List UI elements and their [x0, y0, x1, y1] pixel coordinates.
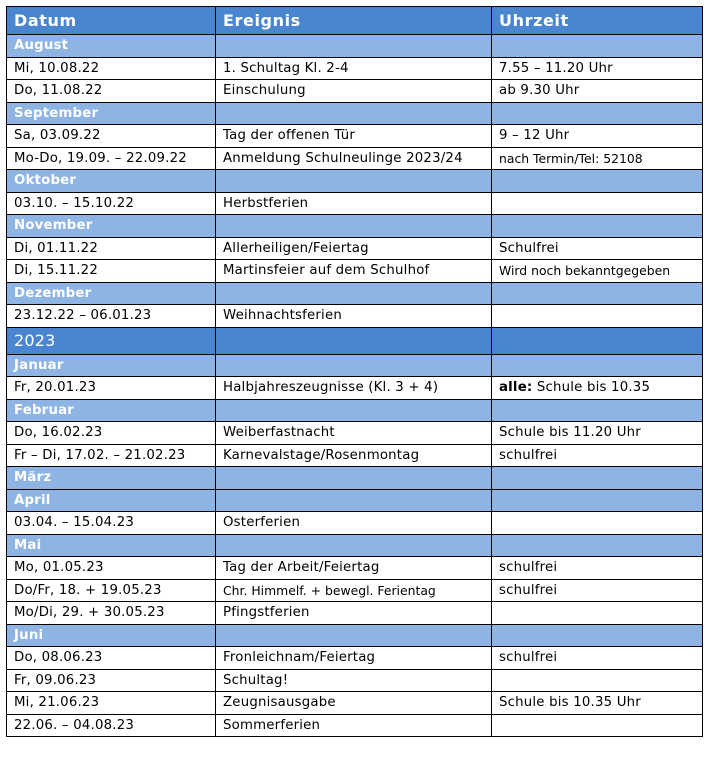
table-row [7, 557, 703, 580]
schedule-table [6, 6, 703, 737]
cell-uhrzeit: Schule bis 10.35 Uhr [492, 692, 703, 715]
cell-datum: 03.10. – 15.10.22 [7, 192, 216, 215]
month-label: März [7, 467, 216, 490]
header-ereignis: Ereignis [216, 7, 492, 35]
cell-uhrzeit [492, 377, 703, 400]
table-row [7, 422, 703, 445]
month-label: Juni [7, 624, 216, 647]
cell-datum: Do/Fr, 18. + 19.05.23 [7, 579, 216, 602]
cell-uhrzeit: Schule bis 11.20 Uhr [492, 422, 703, 445]
month-row-februar [7, 399, 703, 422]
cell-ereignis: Tag der Arbeit/Feiertag [216, 557, 492, 580]
month-row-maerz [7, 467, 703, 490]
table-row [7, 647, 703, 670]
uhrzeit-rest: Schule bis 10.35 [532, 380, 651, 396]
table-row [7, 512, 703, 535]
month-label: Mai [7, 534, 216, 557]
month-row-mai [7, 534, 703, 557]
cell-datum: Sa, 03.09.22 [7, 125, 216, 148]
table-row [7, 260, 703, 283]
cell-ereignis: Anmeldung Schulneulinge 2023/24 [216, 147, 492, 170]
table-row [7, 377, 703, 400]
cell-ereignis: Pfingstferien [216, 602, 492, 625]
cell-ereignis: Schultag! [216, 669, 492, 692]
cell-ereignis: Sommerferien [216, 714, 492, 737]
month-label: April [7, 489, 216, 512]
cell-datum: 03.04. – 15.04.23 [7, 512, 216, 535]
cell-uhrzeit [492, 512, 703, 535]
table-row [7, 147, 703, 170]
cell-ereignis: Allerheiligen/Feiertag [216, 237, 492, 260]
cell-ereignis: Weiberfastnacht [216, 422, 492, 445]
table-row [7, 80, 703, 103]
table-row [7, 692, 703, 715]
month-label: August [7, 35, 216, 58]
table-row [7, 192, 703, 215]
cell-uhrzeit: ab 9.30 Uhr [492, 80, 703, 103]
uhrzeit-bold-prefix: alle: [499, 380, 533, 396]
month-label: Oktober [7, 170, 216, 193]
month-label: September [7, 102, 216, 125]
cell-uhrzeit [492, 714, 703, 737]
cell-uhrzeit [492, 192, 703, 215]
cell-uhrzeit: schulfrei [492, 444, 703, 467]
cell-ereignis: Halbjahreszeugnisse (Kl. 3 + 4) [216, 377, 492, 400]
table-row [7, 444, 703, 467]
cell-uhrzeit [492, 305, 703, 328]
cell-ereignis: Chr. Himmelf. + bewegl. Ferientag [216, 579, 492, 602]
header-datum: Datum [7, 7, 216, 35]
table-row [7, 305, 703, 328]
cell-uhrzeit: Wird noch bekanntgegeben [492, 260, 703, 283]
cell-uhrzeit: schulfrei [492, 557, 703, 580]
month-label: Januar [7, 354, 216, 377]
cell-datum: Fr, 09.06.23 [7, 669, 216, 692]
cell-uhrzeit [492, 602, 703, 625]
cell-ereignis: Osterferien [216, 512, 492, 535]
table-row [7, 669, 703, 692]
month-label: November [7, 215, 216, 238]
cell-uhrzeit: Schulfrei [492, 237, 703, 260]
month-row-september [7, 102, 703, 125]
month-label: Dezember [7, 282, 216, 305]
month-row-november [7, 215, 703, 238]
month-row-dezember [7, 282, 703, 305]
cell-datum: Mo-Do, 19.09. – 22.09.22 [7, 147, 216, 170]
cell-datum: Di, 15.11.22 [7, 260, 216, 283]
year-label: 2023 [7, 327, 216, 354]
cell-uhrzeit: 9 – 12 Uhr [492, 125, 703, 148]
cell-ereignis: Tag der offenen Tür [216, 125, 492, 148]
cell-datum: Mi, 10.08.22 [7, 57, 216, 80]
cell-uhrzeit: nach Termin/Tel: 52108 [492, 147, 703, 170]
cell-uhrzeit: schulfrei [492, 647, 703, 670]
cell-datum: Mo/Di, 29. + 30.05.23 [7, 602, 216, 625]
cell-ereignis: Karnevalstage/Rosenmontag [216, 444, 492, 467]
cell-datum: Mi, 21.06.23 [7, 692, 216, 715]
header-uhrzeit: Uhrzeit [492, 7, 703, 35]
month-label: Februar [7, 399, 216, 422]
cell-datum: Do, 08.06.23 [7, 647, 216, 670]
cell-datum: 23.12.22 – 06.01.23 [7, 305, 216, 328]
cell-ereignis: Zeugnisausgabe [216, 692, 492, 715]
cell-datum: Fr – Di, 17.02. – 21.02.23 [7, 444, 216, 467]
cell-ereignis: 1. Schultag Kl. 2-4 [216, 57, 492, 80]
header-row [7, 7, 703, 35]
cell-uhrzeit: 7.55 – 11.20 Uhr [492, 57, 703, 80]
month-row-august [7, 35, 703, 58]
cell-datum: Do, 11.08.22 [7, 80, 216, 103]
table-row [7, 237, 703, 260]
cell-ereignis: Einschulung [216, 80, 492, 103]
month-row-januar [7, 354, 703, 377]
table-row [7, 714, 703, 737]
table-row [7, 579, 703, 602]
month-row-juni [7, 624, 703, 647]
cell-uhrzeit [492, 669, 703, 692]
table-row [7, 602, 703, 625]
cell-uhrzeit: schulfrei [492, 579, 703, 602]
cell-datum: 22.06. – 04.08.23 [7, 714, 216, 737]
month-row-april [7, 489, 703, 512]
cell-datum: Mo, 01.05.23 [7, 557, 216, 580]
table-row [7, 125, 703, 148]
cell-ereignis: Martinsfeier auf dem Schulhof [216, 260, 492, 283]
table-row [7, 57, 703, 80]
cell-datum: Di, 01.11.22 [7, 237, 216, 260]
month-row-oktober [7, 170, 703, 193]
cell-ereignis: Weihnachtsferien [216, 305, 492, 328]
cell-datum: Fr, 20.01.23 [7, 377, 216, 400]
year-row-2023 [7, 327, 703, 354]
cell-ereignis: Herbstferien [216, 192, 492, 215]
cell-ereignis: Fronleichnam/Feiertag [216, 647, 492, 670]
cell-datum: Do, 16.02.23 [7, 422, 216, 445]
